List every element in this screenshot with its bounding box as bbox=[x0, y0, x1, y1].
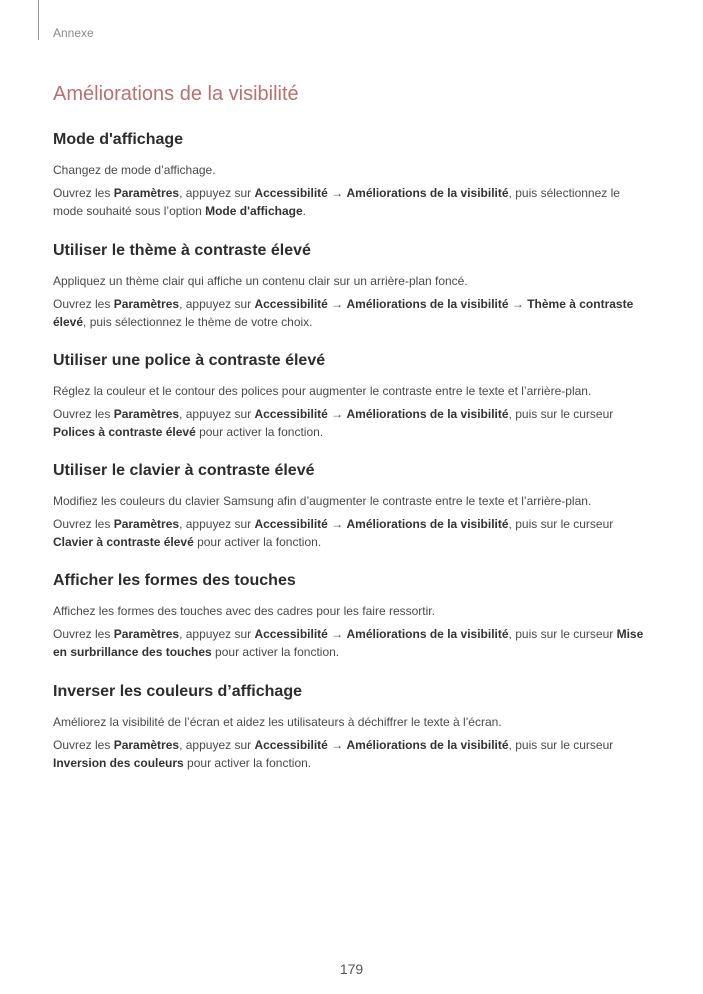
section-key-shapes bbox=[53, 570, 653, 666]
page-title: Améliorations de la visibilité bbox=[53, 83, 299, 105]
visibility-ref: Améliorations de la visibilité bbox=[346, 627, 509, 641]
accessibility-ref: Accessibilité bbox=[254, 407, 328, 421]
item-ref: Clavier à contraste élevé bbox=[53, 535, 194, 549]
section-heading: Inverser les couleurs d’affichage bbox=[53, 683, 302, 700]
section-invert-colors bbox=[53, 681, 653, 777]
section-display-mode bbox=[53, 129, 653, 225]
margin-rule bbox=[38, 0, 39, 40]
settings-ref: Paramètres bbox=[113, 738, 180, 752]
section-description: Changez de mode d’affichage. bbox=[53, 163, 216, 177]
running-head: Annexe bbox=[53, 26, 94, 40]
settings-ref: Paramètres bbox=[113, 186, 180, 200]
section-high-contrast-keyboard bbox=[53, 460, 653, 556]
accessibility-ref: Accessibilité bbox=[254, 297, 328, 311]
visibility-ref: Améliorations de la visibilité bbox=[346, 517, 509, 531]
accessibility-ref: Accessibilité bbox=[254, 738, 328, 752]
section-description: Modifiez les couleurs du clavier Samsung afin d’augmenter le contraste entre le texte et l’arrière-plan. bbox=[53, 494, 592, 508]
settings-ref: Paramètres bbox=[113, 297, 180, 311]
accessibility-ref: Accessibilité bbox=[254, 627, 328, 641]
section-heading: Afficher les formes des touches bbox=[53, 572, 296, 589]
option-ref: Mode d'affichage bbox=[205, 204, 303, 218]
section-description: Affichez les formes des touches avec des cadres pour les faire ressortir. bbox=[53, 604, 435, 618]
section-description: Réglez la couleur et le contour des polices pour augmenter le contraste entre le texte et l’arrière-plan. bbox=[53, 384, 592, 398]
settings-ref: Paramètres bbox=[113, 407, 180, 421]
settings-ref: Paramètres bbox=[113, 517, 180, 531]
page-number: 179 bbox=[339, 961, 364, 977]
section-description: Améliorez la visibilité de l’écran et aidez les utilisateurs à déchiffrer le texte à l’écran. bbox=[53, 715, 502, 729]
accessibility-ref: Accessibilité bbox=[254, 186, 328, 200]
visibility-ref: Améliorations de la visibilité bbox=[346, 297, 509, 311]
item-ref: Polices à contraste élevé bbox=[53, 425, 196, 439]
section-instructions: Ouvrez les Paramètres, appuyez sur Accessibilité → Améliorations de la visibilité, puis sur le curseur Polices à contraste élevé pour activer la fonction. bbox=[53, 407, 614, 439]
section-instructions: Ouvrez les Paramètres, appuyez sur Accessibilité → Améliorations de la visibilité, puis sélectionnez le mode souhaité sous l’option Mode d'affichage. bbox=[53, 186, 620, 218]
item-ref: Inversion des couleurs bbox=[53, 756, 184, 770]
visibility-ref-label: Améliorations de la visibilité bbox=[346, 186, 509, 200]
item-ref: Mise en surbrillance des touches bbox=[53, 627, 644, 659]
visibility-ref: Améliorations de la visibilité bbox=[346, 407, 509, 421]
section-high-contrast-font bbox=[53, 350, 653, 446]
section-instructions: Ouvrez les Paramètres, appuyez sur Accessibilité → Améliorations de la visibilité, puis sur le curseur Clavier à contraste élevé pour activer la fonction. bbox=[53, 517, 614, 549]
visibility-ref: Améliorations de la visibilité bbox=[346, 738, 509, 752]
section-high-contrast-theme bbox=[53, 240, 653, 336]
item-ref: Thème à contraste élevé bbox=[53, 297, 634, 329]
section-heading: Mode d'affichage bbox=[53, 131, 184, 148]
section-description: Appliquez un thème clair qui affiche un contenu clair sur un arrière-plan foncé. bbox=[53, 274, 468, 288]
settings-ref: Paramètres bbox=[113, 627, 180, 641]
section-instructions: Ouvrez les Paramètres, appuyez sur Accessibilité → Améliorations de la visibilité → Thème à contraste élevé, puis sélectionnez le thème de votre choix. bbox=[53, 297, 634, 329]
section-heading: Utiliser le thème à contraste élevé bbox=[53, 242, 311, 259]
section-instructions: Ouvrez les Paramètres, appuyez sur Accessibilité → Améliorations de la visibilité, puis sur le curseur Mise en surbrillance des touches pour activer la fonction. bbox=[53, 627, 644, 659]
section-instructions: Ouvrez les Paramètres, appuyez sur Accessibilité → Améliorations de la visibilité, puis sur le curseur Inversion des couleurs pour activer la fonction. bbox=[53, 738, 614, 770]
section-heading: Utiliser une police à contraste élevé bbox=[53, 352, 326, 369]
section-heading: Utiliser le clavier à contraste élevé bbox=[53, 462, 315, 479]
accessibility-ref: Accessibilité bbox=[254, 517, 328, 531]
